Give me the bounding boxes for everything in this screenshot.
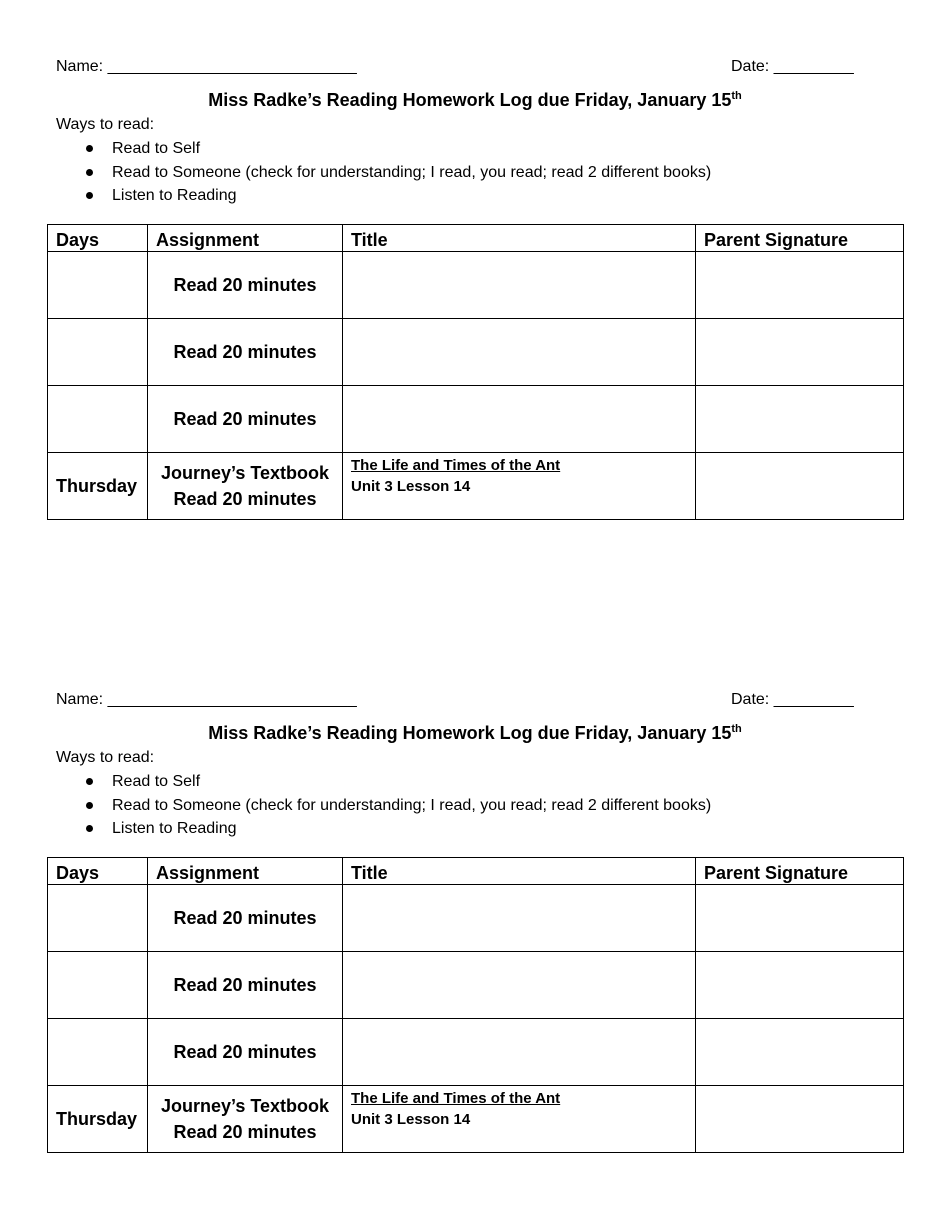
list-item: [0, 819, 711, 843]
header-title: Title: [343, 225, 696, 252]
parent-signature-cell[interactable]: [696, 1086, 904, 1153]
day-cell[interactable]: [48, 885, 148, 952]
day-cell[interactable]: [48, 952, 148, 1019]
table-row: [48, 1086, 904, 1153]
list-item-text: Read to Self: [112, 140, 201, 157]
book-title: The Life and Times of the Ant: [351, 457, 561, 474]
header-days: Days: [48, 225, 148, 252]
list-item-text: Read to Someone (check for understanding; I read, you read; read 2 different books): [112, 796, 712, 814]
bullet-icon: [86, 192, 93, 199]
table-row: [48, 252, 904, 319]
list-item-text: Listen to Reading: [112, 820, 237, 837]
title-cell[interactable]: [343, 252, 696, 319]
day-cell[interactable]: [48, 1019, 148, 1086]
parent-signature-cell[interactable]: [696, 252, 904, 319]
title-cell: [343, 453, 696, 520]
ways-to-read-label: Ways to read:: [56, 749, 155, 766]
ways-to-read-label: Ways to read:: [56, 116, 155, 133]
table-header-row: [48, 858, 904, 885]
assignment-line: Read 20 minutes: [173, 275, 317, 295]
parent-signature-cell[interactable]: [696, 386, 904, 453]
date-line[interactable]: Date: _________: [731, 58, 854, 75]
assignment-cell: [148, 319, 343, 386]
parent-signature-cell[interactable]: [696, 319, 904, 386]
table-row: [48, 453, 904, 520]
reading-log-table: [47, 857, 904, 1153]
log-title-text: Miss Radke’s Reading Homework Log due Friday, January 15: [208, 723, 732, 743]
day-cell[interactable]: [48, 319, 148, 386]
parent-signature-cell[interactable]: [696, 453, 904, 520]
day-cell: Thursday: [48, 1086, 148, 1153]
parent-signature-cell[interactable]: [696, 952, 904, 1019]
list-item: [0, 772, 711, 796]
list-item-text: Read to Someone (check for understanding; I read, you read; read 2 different books): [112, 163, 712, 181]
assignment-line: Read 20 minutes: [173, 1122, 317, 1142]
ways-to-read-list: [0, 139, 711, 210]
book-unit: Unit 3 Lesson 14: [351, 1111, 471, 1128]
list-item: [0, 139, 711, 163]
log-title-suffix: th: [731, 723, 742, 735]
assignment-line: Journey’s Textbook: [160, 1096, 330, 1116]
assignment-line: Read 20 minutes: [173, 1042, 317, 1062]
table-row: [48, 386, 904, 453]
reading-log-table: [47, 224, 904, 520]
list-item-text: Read to Self: [112, 773, 201, 790]
day-cell[interactable]: [48, 252, 148, 319]
log-title-text: Miss Radke’s Reading Homework Log due Friday, January 15: [208, 90, 732, 110]
book-unit: Unit 3 Lesson 14: [351, 478, 471, 495]
bullet-icon: [86, 145, 93, 152]
list-item: [0, 186, 711, 210]
log-title: [0, 88, 950, 112]
bullet-icon: [86, 802, 93, 809]
name-line[interactable]: Name: ____________________________: [56, 58, 357, 75]
assignment-cell: [148, 252, 343, 319]
log-title: [0, 721, 950, 745]
header-days: Days: [48, 858, 148, 885]
log-title-suffix: th: [731, 90, 742, 102]
book-title: The Life and Times of the Ant: [351, 1090, 561, 1107]
assignment-cell: [148, 952, 343, 1019]
assignment-cell: [148, 885, 343, 952]
assignment-cell: [148, 1019, 343, 1086]
assignment-line: Read 20 minutes: [173, 908, 317, 928]
day-cell[interactable]: [48, 386, 148, 453]
table-row: [48, 952, 904, 1019]
assignment-cell: [148, 453, 343, 520]
day-cell: Thursday: [48, 453, 148, 520]
header-title: Title: [343, 858, 696, 885]
assignment-line: Journey’s Textbook: [160, 463, 330, 483]
list-item-text: Listen to Reading: [112, 187, 237, 204]
assignment-line: Read 20 minutes: [173, 342, 317, 362]
list-item: [0, 163, 711, 187]
title-cell[interactable]: [343, 319, 696, 386]
parent-signature-cell[interactable]: [696, 885, 904, 952]
title-cell: [343, 1086, 696, 1153]
name-line[interactable]: Name: ____________________________: [56, 691, 357, 708]
table-row: [48, 319, 904, 386]
assignment-cell: [148, 1086, 343, 1153]
title-cell[interactable]: [343, 952, 696, 1019]
assignment-line: Read 20 minutes: [173, 409, 317, 429]
bullet-icon: [86, 169, 93, 176]
assignment-line: Read 20 minutes: [173, 975, 317, 995]
title-cell[interactable]: [343, 885, 696, 952]
title-cell[interactable]: [343, 386, 696, 453]
assignment-line: Read 20 minutes: [173, 489, 317, 509]
parent-signature-cell[interactable]: [696, 1019, 904, 1086]
ways-to-read-list: [0, 772, 711, 843]
header-parent-signature: Parent Signature: [696, 225, 904, 252]
header-assignment: Assignment: [148, 225, 343, 252]
bullet-icon: [86, 825, 93, 832]
header-assignment: Assignment: [148, 858, 343, 885]
list-item: [0, 796, 711, 820]
header-parent-signature: Parent Signature: [696, 858, 904, 885]
table-row: [48, 1019, 904, 1086]
table-header-row: [48, 225, 904, 252]
bullet-icon: [86, 778, 93, 785]
table-row: [48, 885, 904, 952]
title-cell[interactable]: [343, 1019, 696, 1086]
assignment-cell: [148, 386, 343, 453]
date-line[interactable]: Date: _________: [731, 691, 854, 708]
